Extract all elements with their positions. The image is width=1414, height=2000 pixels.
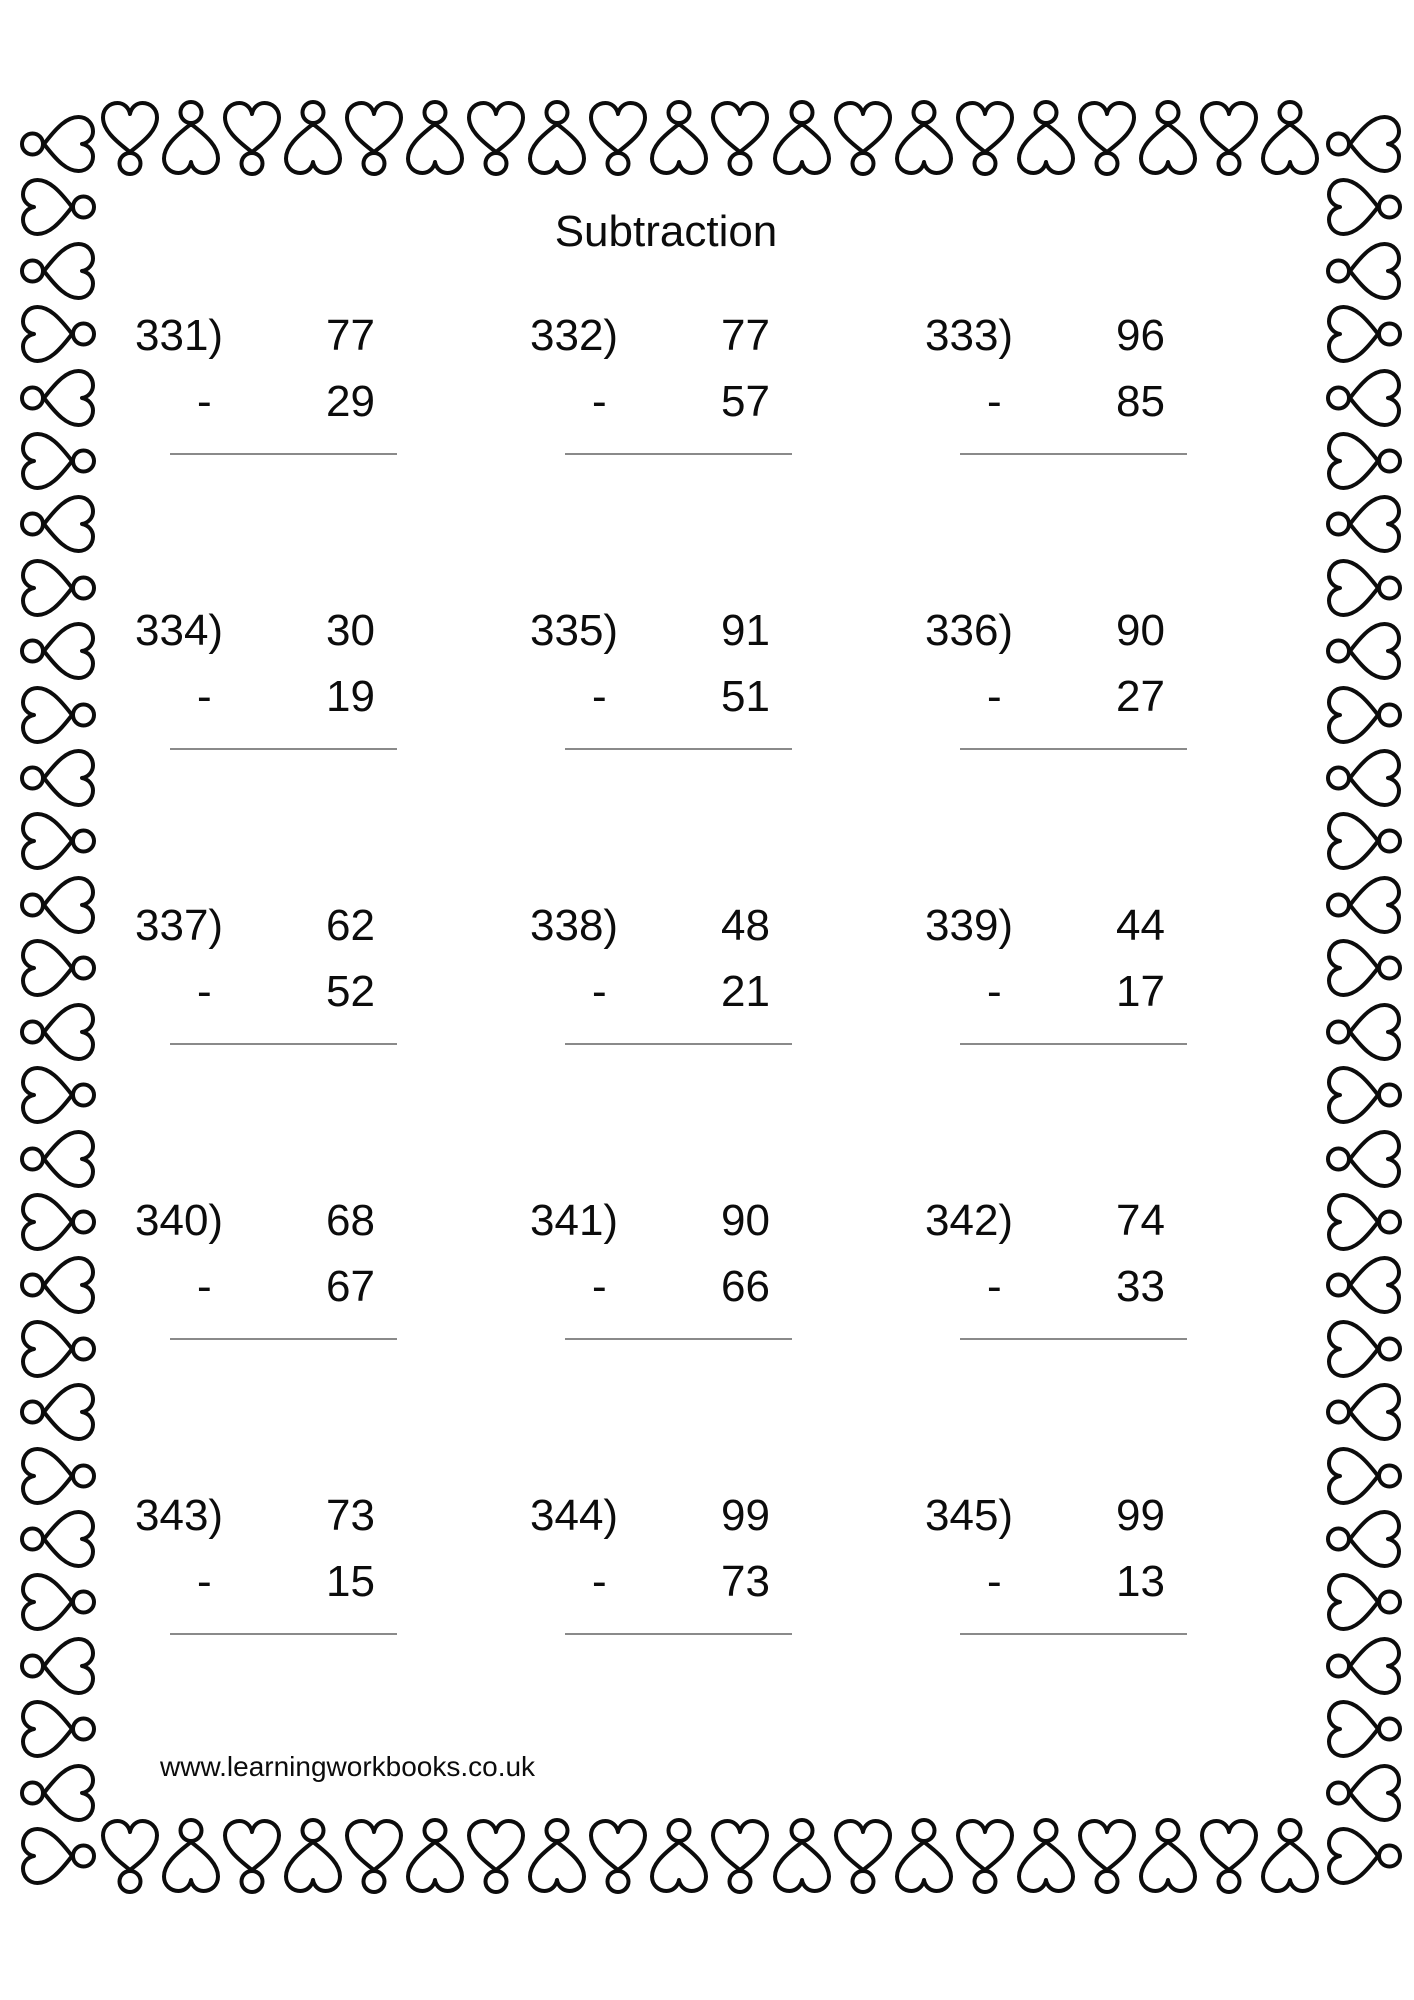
heart-circle-motif-icon [772, 1818, 832, 1894]
answer-line [960, 1043, 1187, 1045]
subtrahend: 33 [1116, 1262, 1165, 1311]
heart-circle-motif-icon [1077, 100, 1137, 176]
heart-circle-motif-icon [1260, 100, 1320, 176]
heart-circle-motif-icon [20, 1636, 96, 1696]
problem-cell [530, 902, 770, 1045]
minus-operator: - [592, 1262, 607, 1311]
heart-circle-motif-icon [20, 1192, 96, 1252]
problem-number: 339) [925, 901, 1014, 950]
minuend: 73 [326, 1491, 375, 1540]
problem-cell [135, 1197, 375, 1340]
heart-circle-motif-icon [1199, 1818, 1259, 1894]
minus-operator: - [197, 672, 212, 721]
heart-circle-motif-icon [649, 1818, 709, 1894]
problem-cell [135, 607, 375, 750]
minus-operator: - [987, 672, 1002, 721]
answer-line [565, 1338, 792, 1340]
heart-circle-motif-icon [1199, 100, 1259, 176]
heart-circle-motif-icon [20, 1319, 96, 1379]
heart-circle-motif-icon [1326, 1192, 1402, 1252]
subtrahend: 17 [1116, 967, 1165, 1016]
answer-line [960, 1633, 1187, 1635]
heart-circle-motif-icon [649, 100, 709, 176]
heart-circle-motif-icon [283, 1818, 343, 1894]
answer-line [565, 748, 792, 750]
heart-circle-motif-icon [1326, 811, 1402, 871]
heart-circle-motif-icon [20, 431, 96, 491]
heart-circle-motif-icon [1326, 1636, 1402, 1696]
heart-circle-motif-icon [1326, 875, 1402, 935]
heart-circle-motif-icon [20, 1826, 96, 1886]
heart-circle-motif-icon [1326, 1129, 1402, 1189]
heart-circle-motif-icon [20, 1002, 96, 1062]
problem-number: 341) [530, 1196, 619, 1245]
minus-operator: - [197, 1557, 212, 1606]
answer-line [960, 453, 1187, 455]
problem-cell [530, 1197, 770, 1340]
minuend: 90 [1116, 606, 1165, 655]
heart-circle-motif-icon [1326, 1572, 1402, 1632]
minus-operator: - [592, 1557, 607, 1606]
heart-circle-motif-icon [1326, 1509, 1402, 1569]
problems-grid [135, 312, 1165, 1635]
subtrahend: 21 [721, 967, 770, 1016]
heart-circle-motif-icon [1326, 1446, 1402, 1506]
heart-circle-motif-icon [1326, 431, 1402, 491]
heart-border-right [1326, 114, 1402, 1886]
heart-circle-motif-icon [161, 1818, 221, 1894]
page-title: Subtraction [554, 207, 778, 256]
heart-circle-motif-icon [710, 100, 770, 176]
heart-circle-motif-icon [1326, 1826, 1402, 1886]
minuend: 96 [1116, 311, 1165, 360]
heart-circle-motif-icon [1326, 685, 1402, 745]
problem-number: 340) [135, 1196, 224, 1245]
heart-circle-motif-icon [772, 100, 832, 176]
heart-circle-motif-icon [20, 1255, 96, 1315]
answer-line [170, 1338, 397, 1340]
problem-number: 338) [530, 901, 619, 950]
subtrahend: 52 [326, 967, 375, 1016]
heart-circle-motif-icon [466, 1818, 526, 1894]
minus-operator: - [592, 377, 607, 426]
heart-circle-motif-icon [527, 100, 587, 176]
answer-line [960, 1338, 1187, 1340]
heart-circle-motif-icon [894, 100, 954, 176]
heart-circle-motif-icon [833, 1818, 893, 1894]
heart-circle-motif-icon [1326, 1319, 1402, 1379]
minus-operator: - [197, 1262, 212, 1311]
heart-circle-motif-icon [1326, 494, 1402, 554]
heart-circle-motif-icon [1260, 1818, 1320, 1894]
heart-circle-motif-icon [588, 1818, 648, 1894]
minuend: 90 [721, 1196, 770, 1245]
heart-circle-motif-icon [894, 1818, 954, 1894]
heart-circle-motif-icon [20, 304, 96, 364]
minus-operator: - [197, 967, 212, 1016]
answer-line [565, 453, 792, 455]
heart-circle-motif-icon [1016, 100, 1076, 176]
heart-circle-motif-icon [1326, 1065, 1402, 1125]
minus-operator: - [987, 967, 1002, 1016]
problem-number: 335) [530, 606, 619, 655]
heart-circle-motif-icon [1326, 114, 1402, 174]
minuend: 99 [1116, 1491, 1165, 1540]
problem-cell [135, 312, 375, 455]
problem-cell [925, 902, 1165, 1045]
answer-line [960, 748, 1187, 750]
heart-circle-motif-icon [1326, 368, 1402, 428]
problem-number: 342) [925, 1196, 1014, 1245]
problem-cell [530, 607, 770, 750]
heart-circle-motif-icon [1138, 1818, 1198, 1894]
heart-circle-motif-icon [100, 100, 160, 176]
answer-line [565, 1043, 792, 1045]
minuend: 62 [326, 901, 375, 950]
heart-circle-motif-icon [405, 100, 465, 176]
heart-circle-motif-icon [20, 368, 96, 428]
heart-circle-motif-icon [100, 1818, 160, 1894]
minus-operator: - [592, 672, 607, 721]
minus-operator: - [987, 1262, 1002, 1311]
minuend: 74 [1116, 1196, 1165, 1245]
problem-cell [135, 1492, 375, 1635]
heart-circle-motif-icon [20, 1763, 96, 1823]
heart-circle-motif-icon [20, 1446, 96, 1506]
problem-cell [925, 1492, 1165, 1635]
heart-circle-motif-icon [955, 100, 1015, 176]
subtrahend: 67 [326, 1262, 375, 1311]
heart-circle-motif-icon [283, 100, 343, 176]
heart-circle-motif-icon [1077, 1818, 1137, 1894]
heart-circle-motif-icon [1326, 241, 1402, 301]
minuend: 48 [721, 901, 770, 950]
minuend: 77 [721, 311, 770, 360]
minus-operator: - [987, 377, 1002, 426]
heart-circle-motif-icon [588, 100, 648, 176]
problem-number: 337) [135, 901, 224, 950]
problem-number: 336) [925, 606, 1014, 655]
heart-circle-motif-icon [1326, 1382, 1402, 1442]
heart-circle-motif-icon [1326, 748, 1402, 808]
answer-line [170, 1633, 397, 1635]
subtrahend: 29 [326, 377, 375, 426]
subtrahend: 19 [326, 672, 375, 721]
heart-border-bottom [100, 1818, 1320, 1894]
heart-circle-motif-icon [161, 100, 221, 176]
heart-circle-motif-icon [20, 621, 96, 681]
subtrahend: 73 [721, 1557, 770, 1606]
problem-cell [925, 1197, 1165, 1340]
heart-circle-motif-icon [1138, 100, 1198, 176]
subtrahend: 85 [1116, 377, 1165, 426]
subtrahend: 13 [1116, 1557, 1165, 1606]
minuend: 77 [326, 311, 375, 360]
heart-circle-motif-icon [20, 1509, 96, 1569]
heart-circle-motif-icon [1326, 621, 1402, 681]
heart-circle-motif-icon [20, 811, 96, 871]
problem-cell [925, 312, 1165, 455]
answer-line [170, 1043, 397, 1045]
subtrahend: 51 [721, 672, 770, 721]
heart-circle-motif-icon [20, 875, 96, 935]
heart-circle-motif-icon [1326, 1002, 1402, 1062]
minus-operator: - [987, 1557, 1002, 1606]
heart-circle-motif-icon [222, 1818, 282, 1894]
problem-number: 334) [135, 606, 224, 655]
heart-circle-motif-icon [833, 100, 893, 176]
heart-circle-motif-icon [1326, 177, 1402, 237]
footer-url: www.learningworkbooks.co.uk [160, 1751, 536, 1782]
answer-line [170, 748, 397, 750]
heart-border-top [100, 100, 1320, 176]
problem-number: 331) [135, 311, 224, 360]
minuend: 91 [721, 606, 770, 655]
heart-circle-motif-icon [20, 685, 96, 745]
heart-circle-motif-icon [20, 1129, 96, 1189]
heart-circle-motif-icon [1016, 1818, 1076, 1894]
heart-circle-motif-icon [20, 1699, 96, 1759]
minuend: 99 [721, 1491, 770, 1540]
answer-line [170, 453, 397, 455]
minus-operator: - [592, 967, 607, 1016]
heart-circle-motif-icon [1326, 938, 1402, 998]
heart-circle-motif-icon [1326, 1699, 1402, 1759]
minuend: 68 [326, 1196, 375, 1245]
subtrahend: 27 [1116, 672, 1165, 721]
heart-circle-motif-icon [20, 494, 96, 554]
problem-number: 345) [925, 1491, 1014, 1540]
answer-line [565, 1633, 792, 1635]
heart-circle-motif-icon [20, 938, 96, 998]
heart-circle-motif-icon [20, 114, 96, 174]
subtrahend: 57 [721, 377, 770, 426]
minus-operator: - [197, 377, 212, 426]
heart-circle-motif-icon [222, 100, 282, 176]
heart-circle-motif-icon [20, 1382, 96, 1442]
heart-circle-motif-icon [344, 1818, 404, 1894]
subtrahend: 66 [721, 1262, 770, 1311]
heart-circle-motif-icon [710, 1818, 770, 1894]
problem-number: 333) [925, 311, 1014, 360]
heart-circle-motif-icon [1326, 304, 1402, 364]
heart-circle-motif-icon [466, 100, 526, 176]
problem-number: 343) [135, 1491, 224, 1540]
problem-cell [530, 312, 770, 455]
minuend: 30 [326, 606, 375, 655]
heart-circle-motif-icon [20, 1572, 96, 1632]
heart-circle-motif-icon [955, 1818, 1015, 1894]
heart-circle-motif-icon [1326, 558, 1402, 618]
heart-circle-motif-icon [1326, 1763, 1402, 1823]
heart-border-left [20, 114, 96, 1886]
problem-cell [530, 1492, 770, 1635]
heart-circle-motif-icon [527, 1818, 587, 1894]
minuend: 44 [1116, 901, 1165, 950]
problem-number: 332) [530, 311, 619, 360]
heart-circle-motif-icon [20, 748, 96, 808]
heart-circle-motif-icon [20, 558, 96, 618]
heart-circle-motif-icon [1326, 1255, 1402, 1315]
heart-circle-motif-icon [405, 1818, 465, 1894]
heart-circle-motif-icon [344, 100, 404, 176]
subtrahend: 15 [326, 1557, 375, 1606]
problem-cell [925, 607, 1165, 750]
heart-circle-motif-icon [20, 1065, 96, 1125]
problem-number: 344) [530, 1491, 619, 1540]
problem-cell [135, 902, 375, 1045]
